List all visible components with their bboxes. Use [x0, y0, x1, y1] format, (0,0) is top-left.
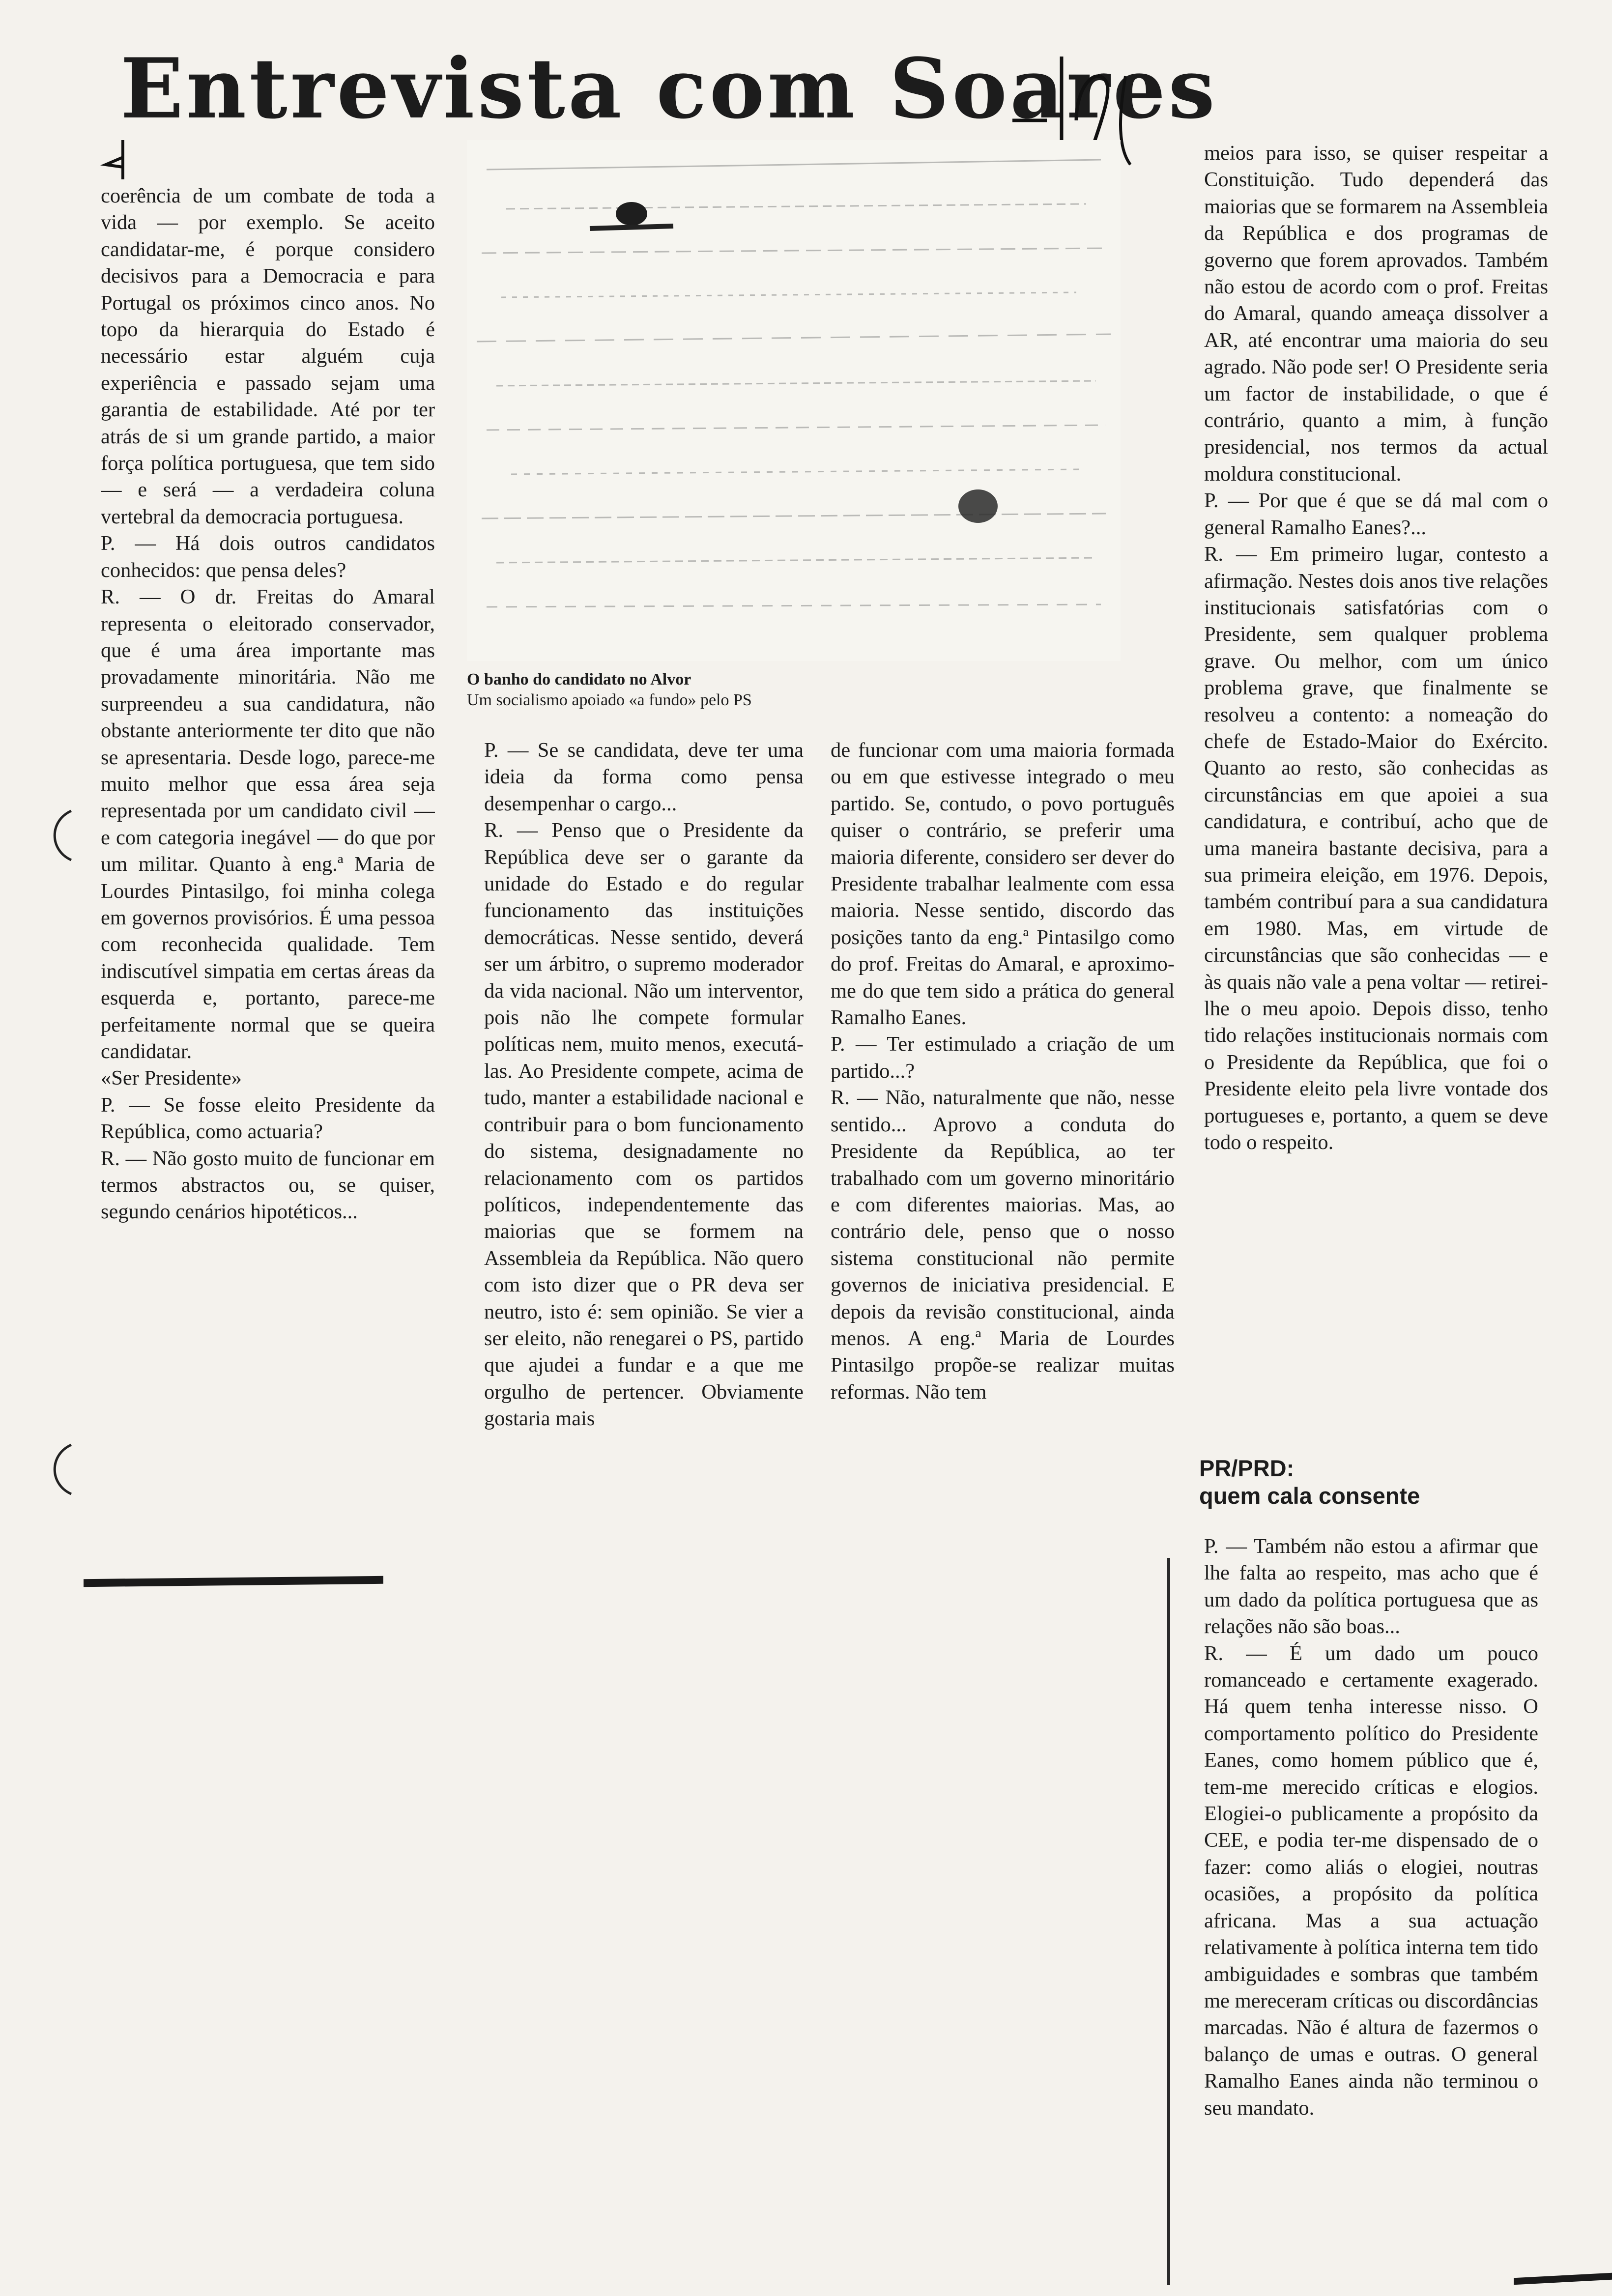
article-column-2: P. — Se se candidata, deve ter uma ideia da forma como pensa desempenhar o cargo... R. — Penso que o Presidente da República deve ser o garante da unidade do Estado e do regular funcionamento das instituições democráticas. Nesse sentido, deverá ser um árbitro, o supremo moderador da vida nacional. Não um interventor, pois não lhe compete formular políticas nem, muito menos, executá-las. Ao Presidente compete, acima de tudo, manter a estabilidade nacional e contribuir para o bom funcionamento do sistema, designadamente no relacionamento com os partidos políticos, independentemente das maiorias que se formem na Assembleia da República. Não quero com isto dizer que o PR deva ser neutro, isto é: sem opinião. Se vier a ser eleito, não renegarei o PS, partido que ajudei a fundar e a que me orgulho de pertencer. Obviamente gostaria mais	[484, 739, 804, 1431]
caption-text: Um socialismo apoiado «a fundo» pelo PS	[467, 691, 752, 709]
article-column-4: meios para isso, se quiser respeitar a Constituição. Tudo dependerá das maiorias que se formarem na Assembleia da República e dos programas de governo que forem aprovados. Também não estou de acordo com o prof. Freitas do Amaral, quando ameaça dissolver a AR, até encontrar uma maioria do seu agrado. Não pode ser! O Presidente seria um factor de instabilidade, o que é contrário, quanto a mim, à função presidencial, nos termos da actual moldura constitucional. P. — Por que é que se dá mal com o general Ramalho Eanes?... R. — Em primeiro lugar, contesto a afirmação. Nestes dois anos tive relações institucionais satisfatórias com o Presidente, sem qualquer problema grave. Ou melhor, com um único problema grave, que finalmente se resolveu a contento: a nomeação do chefe de Estado-Maior do Exército. Quanto ao resto, são conhecidas as circunstâncias em que apoiei a sua candidatura, e contribuí, acho que de uma maneira bastante decisiva, para a sua primeira eleição, em 1976. Depois, também contribuí para a sua candidatura em 1980. Mas, em virtude de circunstâncias que são conhecidas — e às quais não vale a pena voltar — retirei-lhe o meu apoio. Depois disso, tenho tido relações institucionais normais com o Presidente da República, que foi o Presidente eleito pela livre vontade dos portugueses e, portanto, a quem se deve todo o respeito.	[1204, 142, 1548, 1154]
subheading-line-1: PR/PRD:	[1199, 1455, 1295, 1481]
article-column-3: de funcionar com uma maioria formada ou em que estivesse integrado o meu partido. Se, contudo, o povo português quiser o contrário, se preferir uma maioria diferente, considero ser dever do Presidente trabalhar lealmente com essa maioria. Nesse sentido, discordo das posições tanto da eng.ª Pintasilgo como do prof. Freitas do Amaral, e aproximo-me do que tem sido a prática do general Ramalho Eanes. P. — Ter estimulado a criação de um partido...? R. — Não, naturalmente que não, nesse sentido... Aprovo a conduta do Presidente da República, ao ter trabalhado com um governo minoritário e com diferentes maiorias. Mas, ao contrário dele, penso que o nosso sistema constitucional não permite governos de iniciativa presidencial. E depois da revisão constitucional, ainda menos. A eng.ª Maria de Lourdes Pintasilgo propõe-se realizar muitas reformas. Não tem	[831, 739, 1175, 1404]
photo	[467, 140, 1121, 661]
section-subheading	[1199, 1455, 1543, 1528]
headline: Entrevista com Soares	[120, 40, 1218, 137]
photo-caption	[467, 669, 840, 723]
article-column-1: coerência de um combate de toda a vida — por exemplo. Se aceito candidatar-me, é porque considero decisivos para a Democracia e para Portugal os próximos cinco anos. No topo da hierarquia do Estado é necessário estar alguém cuja experiência e passado sejam uma garantia de estabilidade. Até por ter atrás de si um grande partido, a maior força política portuguesa, que tem sido — e será — a verdadeira coluna vertebral da democracia portuguesa. P. — Há dois outros candidatos conhecidos: que pensa deles? R. — O dr. Freitas do Amaral representa o eleitorado conservador, que é uma área importante mas provadamente minoritária. Não me surpreendeu a sua candidatura, não obstante anteriormente ter dito que não se apresentaria. Desde logo, parece-me muito melhor que essa área seja representada por um candidato civil — e com categoria inegável — do que por um militar. Quanto à eng.ª Maria de Lourdes Pintasilgo, foi minha colega em governos provisórios. É uma pessoa com reconhecida qualidade. Tem indiscutível simpatia em certas áreas da esquerda e, portanto, parece-me perfeitamente normal que se queira candidatar. «Ser Presidente» P. — Se fosse eleito Presidente da República, como actuaria? R. — Não gosto muito de funcionar em termos abstractos ou, se quiser, segundo cenários hipotéticos...	[101, 184, 435, 1224]
margin-bracket-icon	[47, 806, 76, 865]
column-end-rule	[84, 1576, 383, 1587]
subheading-line-2: quem cala consente	[1199, 1483, 1420, 1509]
article-column-5: P. — Também não estou a afirmar que lhe falta ao respeito, mas acho que é um dado da política portuguesa que as relações não são boas... R. — É um dado um pouco romanceado e certamente exagerado. Há quem tenha interesse nisso. O comportamento político do Presidente Eanes, como homem público que é, tem-me merecido críticas e elogios. Elogiei-o publicamente a propósito da CEE, e podia ter-me dispensado de o fazer: como aliás o elogiei, noutras ocasiões, a propósito da política africana. Mas a sua actuação relativamente à política interna tem tido ambiguidades e sombras que também me mereceram críticas ou discordâncias marcadas. Não é altura de fazermos o balanço de umas e outras. O general Ramalho Eanes ainda não terminou o seu mandato.	[1204, 1535, 1538, 2120]
handwritten-arrow-icon	[98, 138, 133, 182]
caption-title: O banho do candidato no Alvor	[467, 670, 691, 689]
margin-bracket-icon	[47, 1440, 76, 1499]
margin-bar	[1167, 1558, 1170, 2285]
